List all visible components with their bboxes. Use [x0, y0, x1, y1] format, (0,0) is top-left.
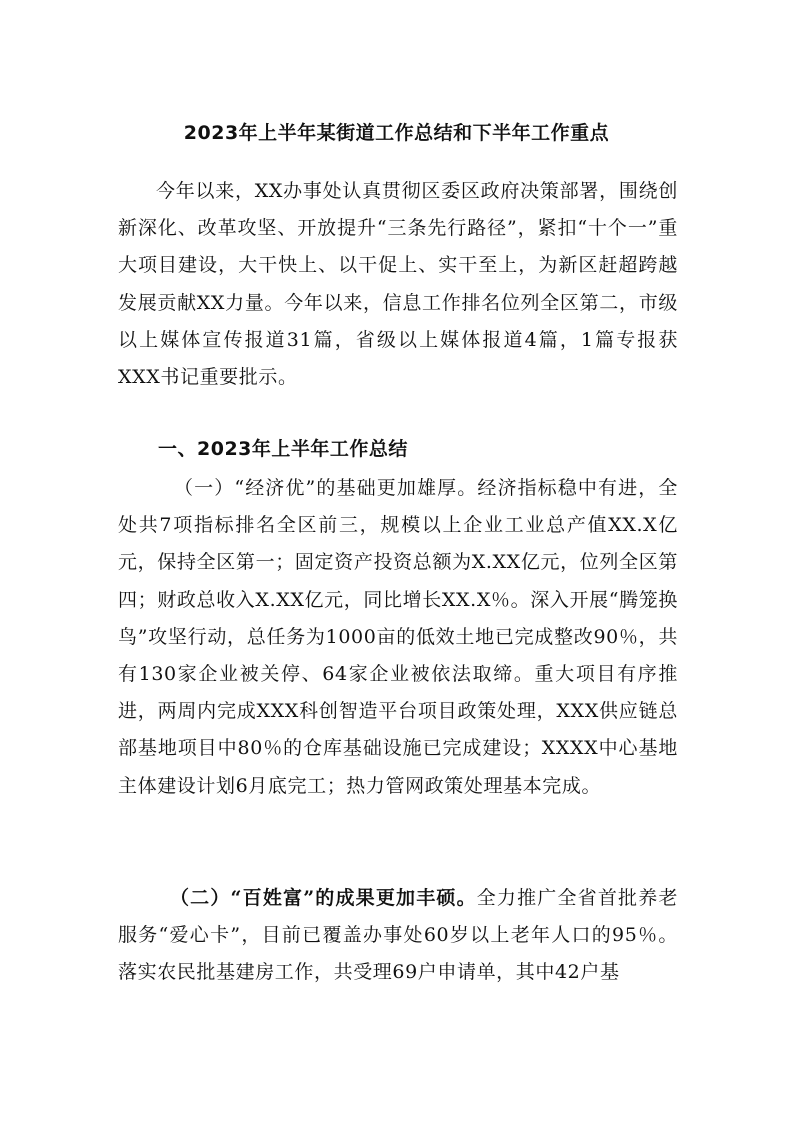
- item2-text: 全力推广全省首批养老服务“爱心卡”，目前已覆盖办事处60岁以上老年人口的95％。落实农民批基建房工作，共受理69户申请单，其中42户基: [118, 887, 678, 984]
- item1-paragraph: （一）“经济优”的基础更加雄厚。经济指标稳中有进，全处共7项指标排名全区前三，规模以上企业工业总产值XX.X亿元，保持全区第一；固定资产投资总额为X.XX亿元，位列全区第四；财政总收入X.XX亿元，同比增长XX.X％。深入开展“腾笼换鸟”攻坚行动，总任务为1000亩的低效土地已完成整改90％，共有130家企业被关停、64家企业被依法取缔。重大项目有序推进，两周内完成XXX科创智造平台项目政策处理，XXX供应链总部基地项目中80％的仓库基础设施已完成建设；XXXX中心基地主体建设计划6月底完工；热力管网政策处理基本完成。: [118, 477, 678, 797]
- section-heading: 一、2023年上半年工作总结: [158, 438, 408, 460]
- item2-paragraph: [118, 880, 678, 992]
- document-title: 2023年上半年某街道工作总结和下半年工作重点: [183, 122, 610, 144]
- intro-paragraph: 今年以来，XX办事处认真贯彻区委区政府决策部署，围绕创新深化、改革攻坚、开放提升“三条先行路径”，紧扣“十个一”重大项目建设，大干快上、以干促上、实干至上，为新区赶超跨越发展贡献XX力量。今年以来，信息工作排名位列全区第二，市级以上媒体宣传报道31篇，省级以上媒体报道4篇，1篇专报获XXX书记重要批示。: [118, 180, 678, 389]
- item2-lead: （二）“百姓富”的成果更加丰硕。: [170, 887, 477, 909]
